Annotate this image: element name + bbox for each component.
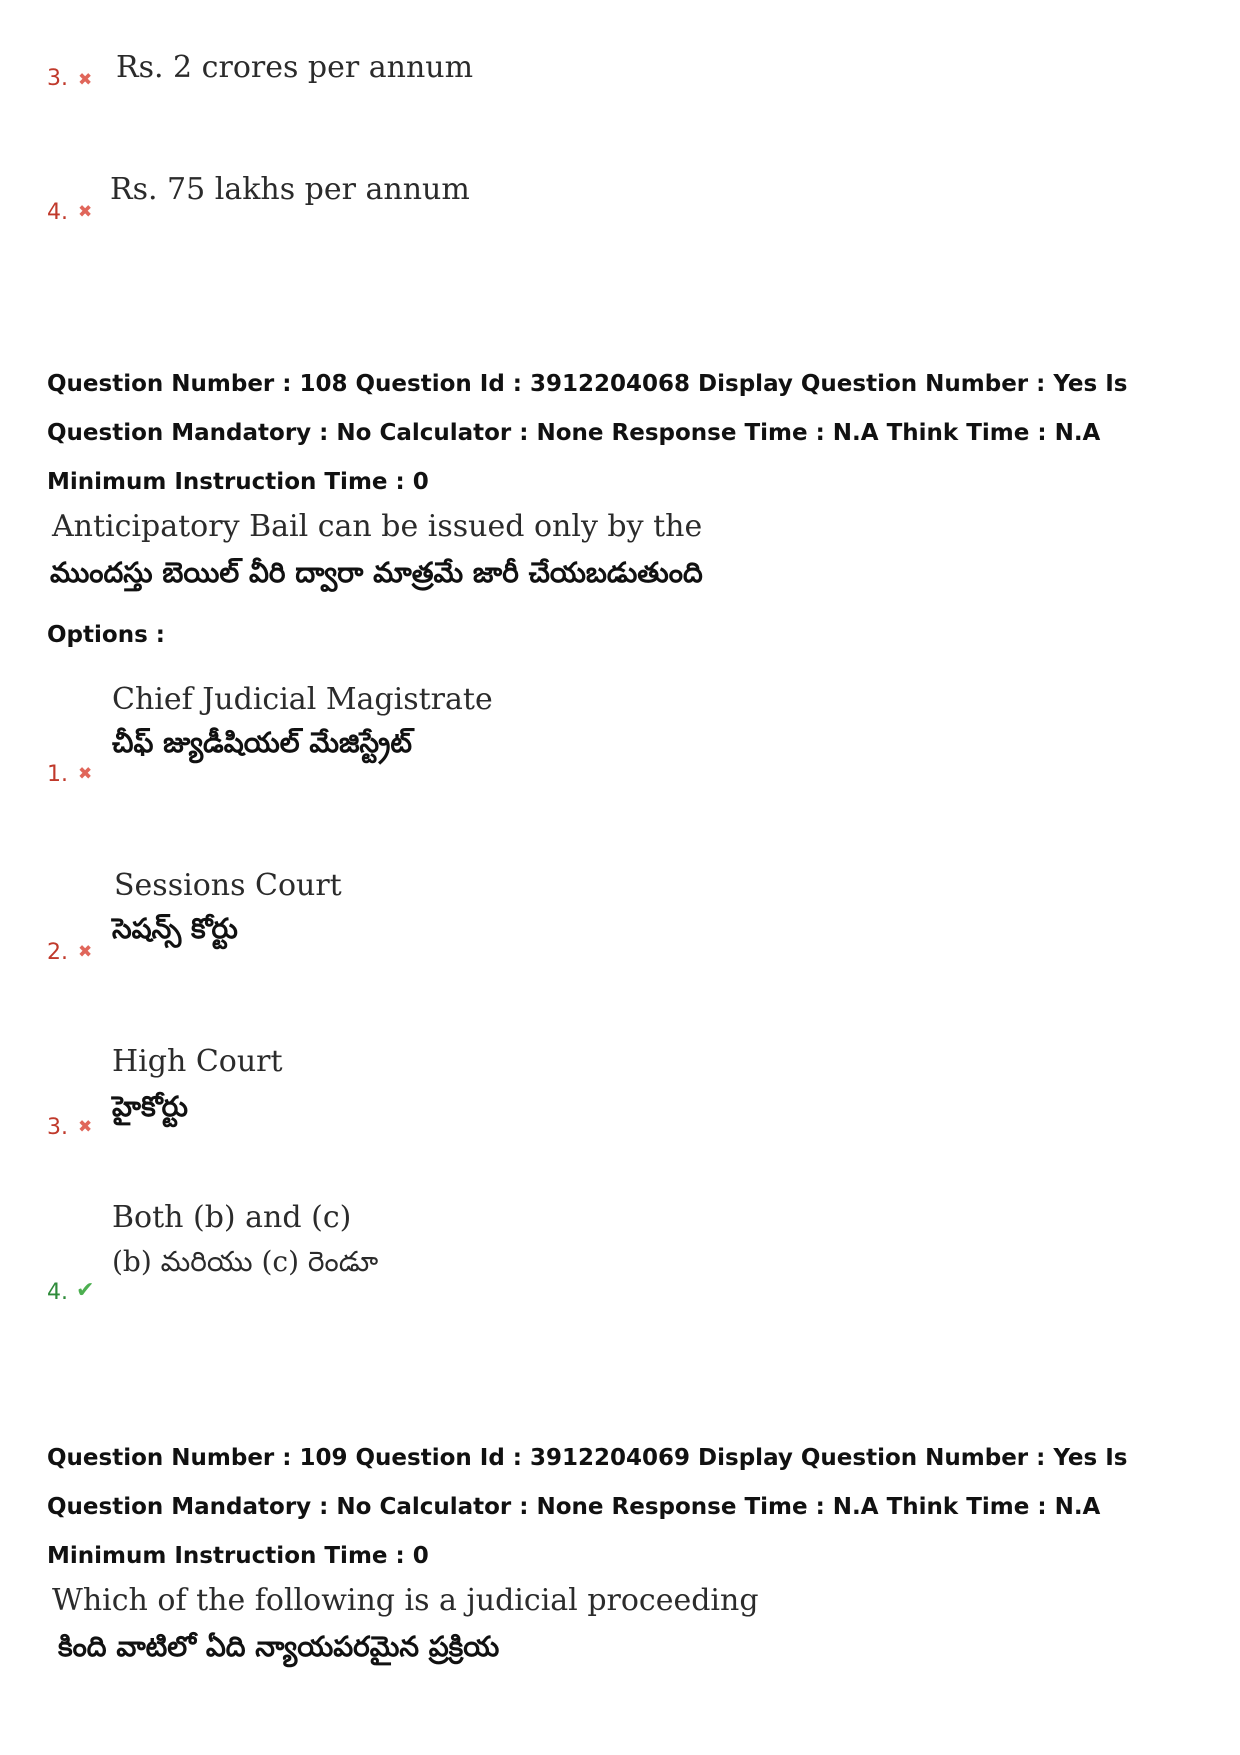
option-number: 3. [47, 66, 68, 91]
question-109-text-telugu: కింది వాటిలో ఏది న్యాయపరమైన ప్రక్రియ [58, 1630, 500, 1663]
option-text-english: Rs. 2 crores per annum [116, 50, 474, 85]
options-label: Options : [47, 622, 165, 648]
wrong-mark-icon: ✖ [78, 942, 93, 962]
wrong-mark-icon: ✖ [78, 764, 93, 784]
option-text-english: Chief Judicial Magistrate [112, 682, 493, 717]
option-number: 4. [47, 200, 68, 225]
option-text-english: Sessions Court [114, 868, 342, 903]
wrong-mark-icon: ✖ [78, 1117, 93, 1137]
option-text-english: High Court [112, 1044, 283, 1079]
question-109-metadata: Question Number : 109 Question Id : 3912204069 Display Question Number : Yes Is Question Mandatory : No Calculator : None Response Time : N.A Think Time : N.A Minimum Instruction Time : 0 [47, 1445, 1128, 1569]
wrong-mark-icon: ✖ [78, 70, 93, 90]
question-108-metadata: Question Number : 108 Question Id : 3912204068 Display Question Number : Yes Is Question Mandatory : No Calculator : None Response Time : N.A Think Time : N.A Minimum Instruction Time : 0 [47, 371, 1128, 495]
option-text-telugu: (b) మరియు (c) రెండూ [112, 1245, 379, 1278]
option-text-english: Both (b) and (c) [112, 1200, 352, 1235]
question-108-text-telugu: ముందస్తు బెయిల్ వీరి ద్వారా మాత్రమే జారీ చేయబడుతుంది [50, 556, 703, 589]
question-109-text-english: Which of the following is a judicial proceeding [52, 1583, 759, 1618]
option-text-telugu: హైకోర్టు [112, 1090, 188, 1123]
question-108-text-english: Anticipatory Bail can be issued only by the [52, 509, 703, 544]
option-number: 3. [47, 1115, 68, 1140]
option-number: 1. [47, 762, 68, 787]
option-text-english: Rs. 75 lakhs per annum [110, 172, 470, 207]
correct-check-icon: ✔ [76, 1278, 95, 1303]
wrong-mark-icon: ✖ [78, 202, 93, 222]
option-number: 2. [47, 940, 68, 965]
option-number: 4. [47, 1280, 68, 1305]
option-text-telugu: చీఫ్ జ్యుడీషియల్ మేజిస్ట్రేట్ [112, 726, 413, 759]
option-text-telugu: సెషన్స్ కోర్టు [112, 912, 238, 945]
